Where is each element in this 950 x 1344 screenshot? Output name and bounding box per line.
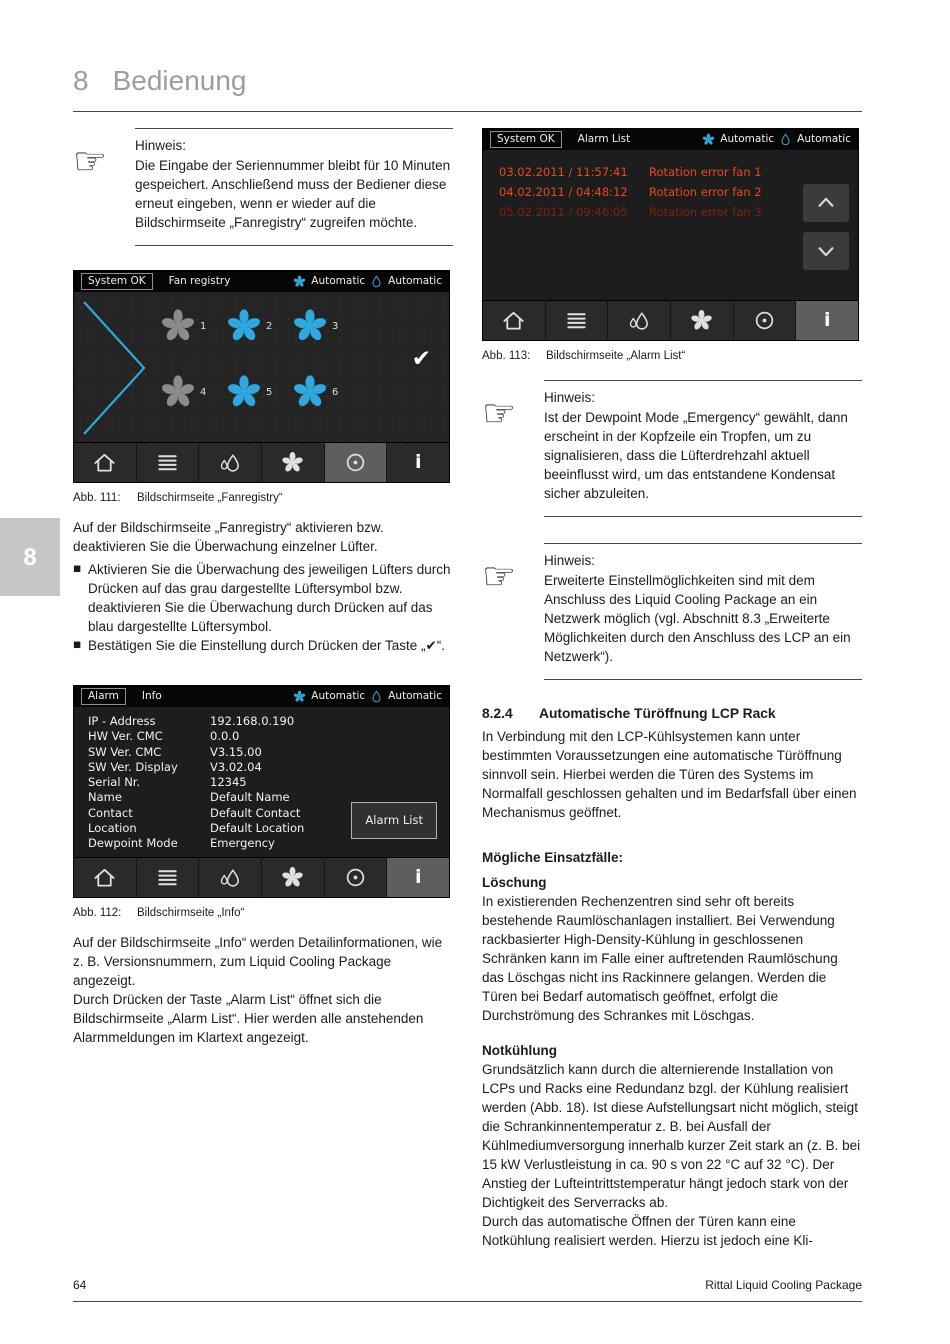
bullet-text: Aktivieren Sie die Überwachung des jeweiligen Lüfters durch Drücken auf das grau dargestellte Lüftersymbol bzw. deaktivieren Sie die Überwachung durch Drücken auf das blau dargestellte Lüftersymbol. (88, 562, 451, 634)
info-label: IP - Address (88, 714, 156, 728)
info-icon: i (823, 309, 831, 331)
scroll-down-button[interactable] (803, 232, 849, 270)
scroll-up-button[interactable] (803, 184, 849, 222)
list-item (73, 560, 453, 636)
menu-list-icon (156, 451, 179, 474)
status-badge: System OK (81, 273, 153, 290)
fan-button[interactable] (262, 858, 325, 897)
fan-grid (160, 308, 358, 410)
page-number: 64 (73, 1278, 87, 1292)
home-icon (93, 866, 116, 889)
mode-indicators (293, 690, 442, 703)
chevron-down-icon (815, 240, 837, 262)
info-label: SW Ver. CMC (88, 744, 162, 759)
fan-mode-label: Automatic (720, 133, 775, 146)
fan-icon (160, 374, 196, 410)
info-label: Dewpoint Mode (88, 836, 178, 851)
paragraph-door-opening: In Verbindung mit den LCP-Kühlsystemen kann unter bestimmten Voraussetzungen eine automatische Türöffnung sinnvoll sein. Hierbei werden die Türen des Systems im Normalfall geschlossen gehalten und im Bedarfsfall über einen Mechanismus geöffnet. (482, 729, 857, 820)
fan-number: 5 (266, 386, 273, 398)
fan-toggle-3[interactable] (292, 308, 358, 344)
fan-icon (226, 374, 262, 410)
water-drops-icon (219, 451, 242, 474)
alarmlist-main-area (483, 150, 858, 300)
fan-icon (702, 133, 715, 146)
paragraph-info-1: Auf der Bildschirmseite „Info“ werden Detailinformationen, wie z. B. Versionsnummern, zum Liquid Cooling Package angezeigt. (73, 935, 443, 988)
chapter-number: 8 (73, 65, 89, 96)
info-value: 12345 (210, 775, 247, 790)
table-row (88, 806, 304, 821)
figure-caption-111 (73, 491, 453, 506)
note-serial-number (73, 128, 453, 246)
pointing-hand-icon: ☞ (73, 139, 108, 183)
fan-icon (226, 308, 262, 344)
info-value: 192.168.0.190 (210, 714, 295, 728)
fan-number: 6 (332, 386, 339, 398)
note-title: Hinweis: (135, 138, 187, 153)
info-label: Name (88, 790, 122, 805)
table-row (88, 745, 304, 760)
alarm-message: Rotation error fan 1 (649, 165, 762, 179)
alarm-table (499, 162, 762, 222)
info-button[interactable] (387, 858, 449, 897)
info-value: V3.15.00 (210, 744, 262, 759)
info-value: Default Contact (210, 805, 301, 820)
screen-toolbar (483, 300, 858, 340)
mode-indicators (702, 133, 851, 146)
fan-icon (160, 308, 196, 344)
water-button[interactable] (608, 301, 671, 340)
home-icon (93, 451, 116, 474)
paragraph-emergency-cooling-1: Grundsätzlich kann durch die alternierende Installation von LCPs und Racks eine Redundanz bzgl. der Kühlung realisiert werden (Abb. 18). Ist diese Aufstellungsart nicht möglich, steigt die Schrankinnentemperatur z. B. bei Ausfall der Kühlmediumversorgung innerhalb kurzer Zeit stark an (z. B. bei 15 kW Verlustleistung in ca. 90 s von 22 °C auf 32 °C). Der Anstieg der Lufteintrittstemperatur hängt jedoch stark von der Dichtigkeit des Serverracks ab. (482, 1062, 861, 1210)
fan-toggle-4[interactable] (160, 374, 226, 410)
screen-title: Fan registry (168, 275, 231, 288)
screen-toolbar (74, 442, 449, 482)
left-column (73, 128, 453, 1047)
paragraph-extinguishing: In existierenden Rechenzentren sind sehr oft bereits bestehende Raumlöschanlagen installiert. Bei Verwendung rackbasierter High-Density-Kühlung in geschlossenen Schränken kann im Falle einer auftretenden Raumlöschung das Löschgas nicht ins Rackinnere gelangen. Werden die Türen bei Bedarf automatisch geöffnet, erfolgt die Durchströmung des Schrankes mit Löschgas. (482, 894, 838, 1023)
note-dewpoint-mode (482, 380, 862, 517)
info-icon: i (414, 451, 422, 473)
note-title: Hinweis: (544, 390, 596, 405)
menu-button[interactable] (137, 443, 200, 482)
figure-label: Abb. 112: (73, 907, 122, 919)
alarm-timestamp: 04.02.2011 / 04:48:12 (499, 185, 628, 199)
fan-number: 2 (266, 320, 273, 332)
status-badge: System OK (490, 131, 562, 148)
fan-toggle-2[interactable] (226, 308, 292, 344)
control-button[interactable] (734, 301, 797, 340)
home-icon (502, 309, 525, 332)
water-mode-label: Automatic (388, 275, 442, 288)
info-value: Default Location (210, 821, 305, 836)
note-text: Die Eingabe der Seriennummer bleibt für 10 Minuten gespeichert. Anschließend muss der Bediener diese erneut eingeben, wenn er wieder auf die Bildschirmseite „Fanregistry“ zugreifen möchte. (135, 158, 451, 230)
page-footer (73, 1276, 862, 1295)
fan-icon (292, 374, 328, 410)
fan-icon (293, 690, 306, 703)
water-drop-icon (779, 133, 792, 146)
screen-header (74, 686, 449, 707)
footer-product-name: Rittal Liquid Cooling Package (705, 1278, 862, 1292)
heading-emergency-cooling: Notkühlung (482, 1043, 557, 1058)
bullet-list (73, 560, 453, 655)
fan-icon (292, 308, 328, 344)
screen-header (74, 271, 449, 292)
water-button[interactable] (199, 858, 262, 897)
table-row (88, 836, 304, 851)
info-label: Contact (88, 805, 133, 820)
menu-button[interactable] (137, 858, 200, 897)
water-drops-icon (219, 866, 242, 889)
right-column (482, 128, 862, 1250)
screen-title: Alarm List (577, 133, 631, 146)
status-badge: Alarm (81, 688, 126, 705)
chapter-side-tab (0, 518, 60, 596)
alarm-list-button[interactable]: Alarm List (351, 802, 437, 839)
bullet-text: Bestätigen Sie die Einstellung durch Drücken der Taste „✔“. (88, 638, 446, 653)
heading-use-cases: Mögliche Einsatzfälle: (482, 850, 624, 865)
alarm-row (499, 162, 762, 182)
home-button[interactable] (74, 858, 137, 897)
home-button[interactable] (74, 443, 137, 482)
table-row (88, 729, 304, 744)
chapter-title: Bedienung (112, 65, 247, 96)
note-title: Hinweis: (544, 553, 596, 568)
alarm-row (499, 182, 762, 202)
fan-icon (281, 451, 304, 474)
fan-mode-label: Automatic (311, 275, 366, 288)
paragraph-fanregistry-intro: Auf der Bildschirmseite „Fanregistry“ aktivieren bzw. deaktivieren Sie die Überwachung einzelner Lüfter. (73, 520, 384, 554)
pointing-hand-icon: ☞ (482, 391, 517, 435)
table-row (88, 714, 304, 729)
control-button[interactable] (325, 443, 388, 482)
fan-toggle-5[interactable] (226, 374, 292, 410)
fan-toggle-6[interactable] (292, 374, 358, 410)
water-drop-icon (370, 275, 383, 288)
figure-text: Bildschirmseite „Fanregistry“ (137, 492, 283, 504)
fan-mode-label: Automatic (311, 690, 366, 703)
control-button[interactable] (325, 858, 388, 897)
side-tab-label: 8 (23, 543, 37, 571)
note-text: Ist der Dewpoint Mode „Emergency“ gewählt, dann erscheint in der Kopfzeile ein Tropfen, um zu signalisieren, dass die Lüfterdrehzahl aktuell beeinflusst wird, um das entstandene Kondensat sicher abzuleiten. (544, 410, 848, 501)
confirm-button[interactable]: ✔ (411, 346, 431, 372)
info-value: 0.0.0 (210, 729, 240, 744)
figure-text: Bildschirmseite „Info“ (137, 907, 245, 919)
info-label: Location (88, 821, 137, 836)
chevron-decoration-icon (80, 296, 152, 440)
alarm-message: Rotation error fan 2 (649, 185, 762, 199)
fan-icon (281, 866, 304, 889)
fan-button[interactable] (671, 301, 734, 340)
info-button[interactable] (796, 301, 858, 340)
info-icon: i (414, 866, 422, 888)
alarm-row (499, 202, 762, 222)
section-title: Automatische Türöffnung LCP Rack (539, 706, 776, 721)
info-value: V3.02.04 (210, 759, 262, 774)
info-screenshot (73, 685, 450, 898)
bullet-icon: ■ (73, 640, 82, 650)
chapter-divider (73, 111, 862, 112)
section-number: 8.2.4 (482, 706, 513, 721)
menu-button[interactable] (546, 301, 609, 340)
figure-text: Bildschirmseite „Alarm List“ (546, 350, 686, 362)
fan-number: 1 (200, 320, 207, 332)
fan-button[interactable] (262, 443, 325, 482)
info-label: HW Ver. CMC (88, 729, 163, 744)
fan-toggle-1[interactable] (160, 308, 226, 344)
list-item (73, 636, 453, 655)
info-table (88, 714, 304, 852)
info-label: SW Ver. Display (88, 759, 178, 774)
fan-number: 3 (332, 320, 339, 332)
alarmlist-screenshot (482, 128, 859, 341)
info-label: Serial Nr. (88, 775, 141, 790)
mode-indicators (293, 275, 442, 288)
info-value: Default Name (210, 790, 290, 805)
bullet-icon: ■ (73, 564, 82, 574)
circle-dot-icon (344, 451, 367, 474)
fanregistry-main-area (74, 292, 449, 442)
water-mode-label: Automatic (388, 690, 442, 703)
table-row (88, 821, 304, 836)
note-text: Erweiterte Einstellmöglichkeiten sind mit dem Anschluss des Liquid Cooling Package an ein Netzwerk möglich (vgl. Abschnitt 8.3 „Erweiterte Möglichkeiten durch den Anschluss des LCP an ein Netzwerk“). (544, 573, 851, 664)
section-heading-8-2-4 (482, 704, 862, 723)
fan-number: 4 (200, 386, 207, 398)
pointing-hand-icon: ☞ (482, 554, 517, 598)
water-drop-icon (370, 690, 383, 703)
alarm-timestamp: 05.02.2011 / 09:46:05 (499, 205, 628, 219)
figure-label: Abb. 113: (482, 350, 531, 362)
menu-list-icon (565, 309, 588, 332)
circle-dot-icon (753, 309, 776, 332)
fan-icon (293, 275, 306, 288)
screen-title: Info (141, 690, 162, 703)
chevron-up-icon (815, 192, 837, 214)
table-row (88, 760, 304, 775)
footer-divider (73, 1301, 862, 1302)
heading-extinguishing: Löschung (482, 875, 547, 890)
fan-icon (690, 309, 713, 332)
chapter-heading (73, 64, 246, 98)
water-button[interactable] (199, 443, 262, 482)
circle-dot-icon (344, 866, 367, 889)
alarm-timestamp: 03.02.2011 / 11:57:41 (499, 165, 628, 179)
water-drops-icon (628, 309, 651, 332)
screen-toolbar (74, 857, 449, 897)
home-button[interactable] (483, 301, 546, 340)
note-network-options (482, 543, 862, 680)
figure-caption-112 (73, 906, 453, 921)
paragraph-emergency-cooling-2: Durch das automatische Öffnen der Türen kann eine Notkühlung realisiert werden. Hierzu ist jedoch eine Kli- (482, 1214, 813, 1248)
info-main-area (74, 707, 449, 857)
table-row (88, 790, 304, 805)
screen-header (483, 129, 858, 150)
figure-caption-113 (482, 349, 862, 364)
fanregistry-screenshot (73, 270, 450, 483)
paragraph-info-2: Durch Drücken der Taste „Alarm List“ öffnet sich die Bildschirmseite „Alarm List“. Hier werden alle anstehenden Alarmmeldungen im Klartext angezeigt. (73, 992, 424, 1045)
menu-list-icon (156, 866, 179, 889)
alarm-message: Rotation error fan 3 (649, 205, 762, 219)
info-button[interactable] (387, 443, 449, 482)
table-row (88, 775, 304, 790)
info-value: Emergency (210, 836, 275, 851)
water-mode-label: Automatic (797, 133, 851, 146)
figure-label: Abb. 111: (73, 492, 121, 504)
